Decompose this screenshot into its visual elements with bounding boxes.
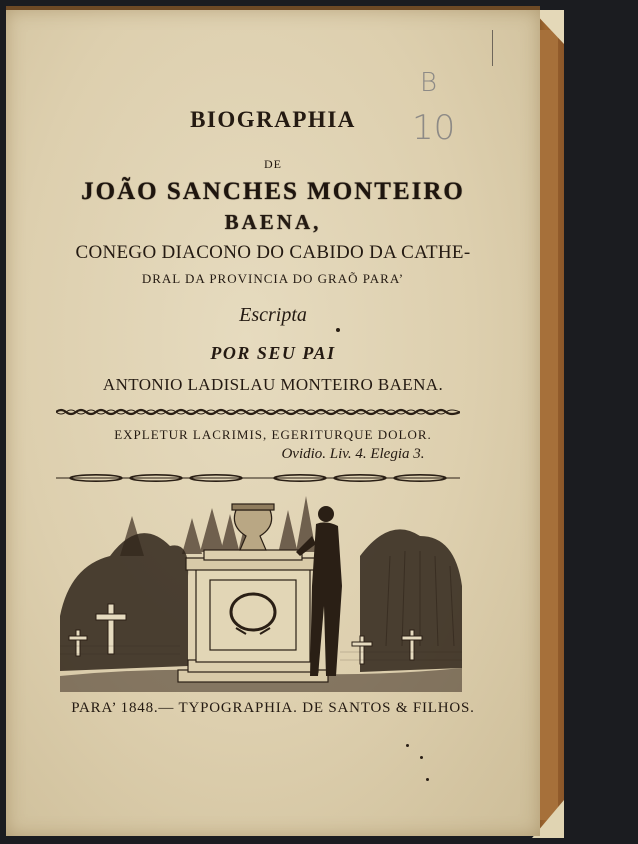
- handwritten-number: 10: [412, 108, 456, 148]
- ink-spot: [336, 328, 340, 332]
- imprint: PARA’ 1848.— TYPOGRAPHIA. DE SANTOS & FILHOS.: [71, 700, 475, 716]
- subject-role-line-2: DRAL DA PROVINCIA DO GRAÕ PARA’: [141, 271, 405, 286]
- margin-mark: [492, 30, 493, 66]
- memorial-engraving: [60, 496, 462, 692]
- subject-surname: BAENA,: [224, 210, 322, 234]
- page-title: BIOGRAPHIA: [190, 107, 356, 132]
- ink-spot: [406, 744, 409, 747]
- subject-role-line-1: CONEGO DIACONO DO CABIDO DA CATHE-: [75, 242, 471, 263]
- subject-name: JOÃO SANCHES MONTEIRO: [81, 178, 465, 205]
- ornamental-rule-top: [56, 408, 460, 416]
- book-cover-board-inner: [540, 30, 558, 820]
- title-page: [6, 10, 540, 836]
- epigraph-source: Ovidio. Liv. 4. Elegia 3.: [281, 446, 425, 462]
- written-label: Escripta: [239, 304, 307, 326]
- epigraph: EXPLETUR LACRIMIS, EGERITURQUE DOLOR.: [114, 427, 432, 442]
- by-father-label: POR SEU PAI: [210, 343, 336, 363]
- title-preposition: DE: [264, 157, 282, 171]
- ink-spot: [426, 778, 429, 781]
- handwritten-letter: B: [420, 68, 438, 98]
- ornamental-rule-bottom: [56, 474, 460, 482]
- ink-spot: [420, 756, 423, 759]
- author-name: ANTONIO LADISLAU MONTEIRO BAENA.: [102, 375, 444, 394]
